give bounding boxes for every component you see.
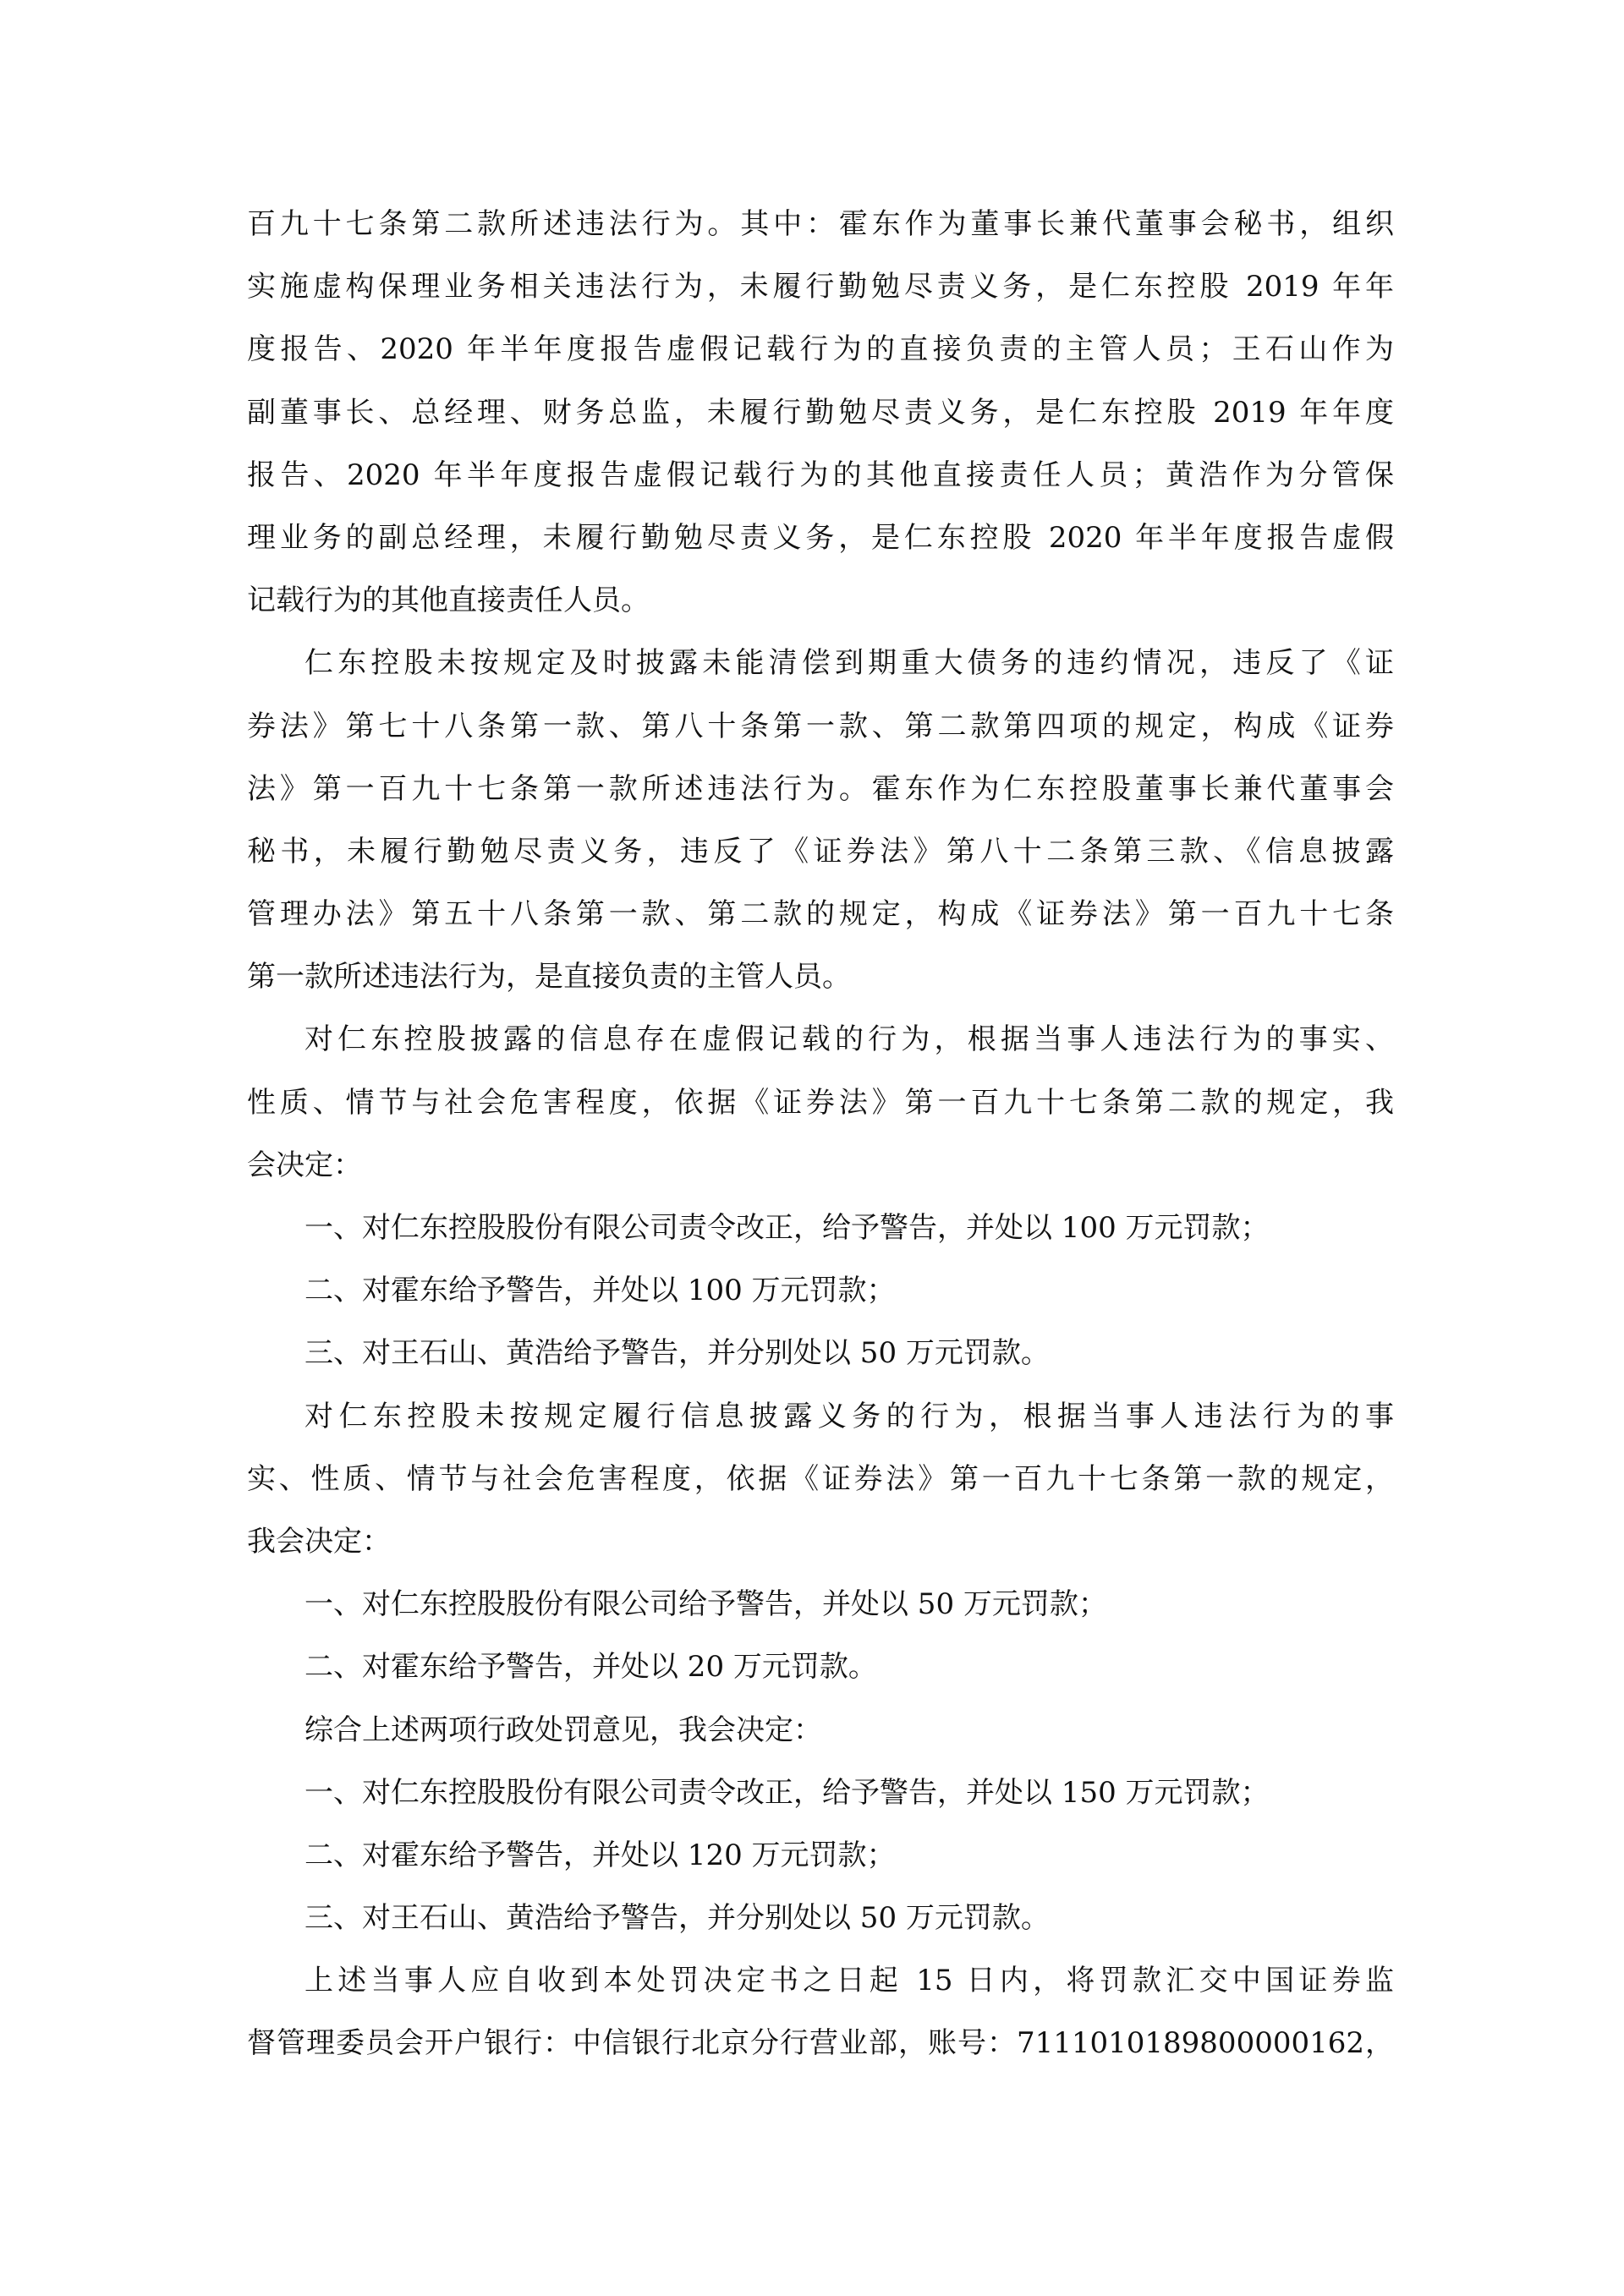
text-line: 记载行为的其他直接责任人员。 [247, 584, 650, 618]
paragraph-3 [247, 1008, 1394, 1197]
text-line: 百九十七条第二款所述违法行为。其中：霍东作为董事长兼代董事会秘书，组织 [247, 207, 1394, 241]
text-line: 实、性质、情节与社会危害程度，依据《证券法》第一百九十七条第一款的规定， [247, 1461, 1394, 1496]
text-line: 副董事长、总经理、财务总监，未履行勤勉尽责义务，是仁东控股 2019 年年度 [247, 395, 1394, 430]
decision-item: 一、对仁东控股股份有限公司责令改正，给予警告，并处以 100 万元罚款； [304, 1211, 1270, 1245]
text-line: 度报告、2020 年半年度报告虚假记载行为的直接负责的主管人员；王石山作为 [247, 332, 1394, 367]
document-page [247, 193, 1394, 2075]
decision-item: 二、对霍东给予警告，并处以 20 万元罚款。 [304, 1650, 877, 1685]
text-line: 管理办法》第五十八条第一款、第二款的规定，构成《证券法》第一百九十七条 [247, 897, 1394, 932]
text-line: 实施虚构保理业务相关违法行为，未履行勤勉尽责义务，是仁东控股 2019 年年 [247, 270, 1394, 304]
paragraph-1 [247, 193, 1394, 632]
text-line: 会决定： [247, 1148, 362, 1182]
text-line: 法》第一百九十七条第一款所述违法行为。霍东作为仁东控股董事长兼代董事会 [247, 771, 1394, 806]
decision-item: 二、对霍东给予警告，并处以 100 万元罚款； [304, 1274, 896, 1308]
decision-item: 二、对霍东给予警告，并处以 120 万元罚款； [304, 1838, 896, 1872]
text-line: 报告、2020 年半年度报告虚假记载行为的其他直接责任人员；黄浩作为分管保 [247, 458, 1394, 492]
decision-item: 一、对仁东控股股份有限公司给予警告，并处以 50 万元罚款； [304, 1587, 1107, 1622]
text-line: 我会决定： [247, 1524, 391, 1559]
text-line: 性质、情节与社会危害程度，依据《证券法》第一百九十七条第二款的规定，我 [247, 1085, 1394, 1120]
text-line: 秘书，未履行勤勉尽责义务，违反了《证券法》第八十二条第三款、《信息披露 [247, 834, 1394, 869]
paragraph-2 [247, 632, 1394, 1008]
text-line: 上述当事人应自收到本处罚决定书之日起 15 日内，将罚款汇交中国证券监 [304, 1964, 1394, 1998]
text-line: 第一款所述违法行为，是直接负责的主管人员。 [247, 960, 851, 995]
decision-item: 三、对王石山、黄浩给予警告，并分别处以 50 万元罚款。 [304, 1901, 1050, 1936]
text-line: 督管理委员会开户银行：中信银行北京分行营业部，账号：7111010189800000162， [247, 2026, 1394, 2061]
text-line: 理业务的副总经理，未履行勤勉尽责义务，是仁东控股 2020 年半年度报告虚假 [247, 520, 1394, 555]
decision-item: 一、对仁东控股股份有限公司责令改正，给予警告，并处以 150 万元罚款； [304, 1775, 1270, 1810]
payment-paragraph [247, 1949, 1394, 2074]
text-line: 对仁东控股未按规定履行信息披露义务的行为，根据当事人违法行为的事 [304, 1399, 1394, 1433]
paragraph-7 [247, 1385, 1394, 1574]
text-line: 仁东控股未按规定及时披露未能清偿到期重大债务的违约情况，违反了《证 [304, 646, 1394, 681]
text-line: 券法》第七十八条第一款、第八十条第一款、第二款第四项的规定，构成《证券 [247, 709, 1394, 743]
decision-item: 三、对王石山、黄浩给予警告，并分别处以 50 万元罚款。 [304, 1336, 1050, 1371]
text-line: 对仁东控股披露的信息存在虚假记载的行为，根据当事人违法行为的事实、 [304, 1022, 1394, 1057]
summary-heading: 综合上述两项行政处罚意见，我会决定： [304, 1712, 822, 1747]
